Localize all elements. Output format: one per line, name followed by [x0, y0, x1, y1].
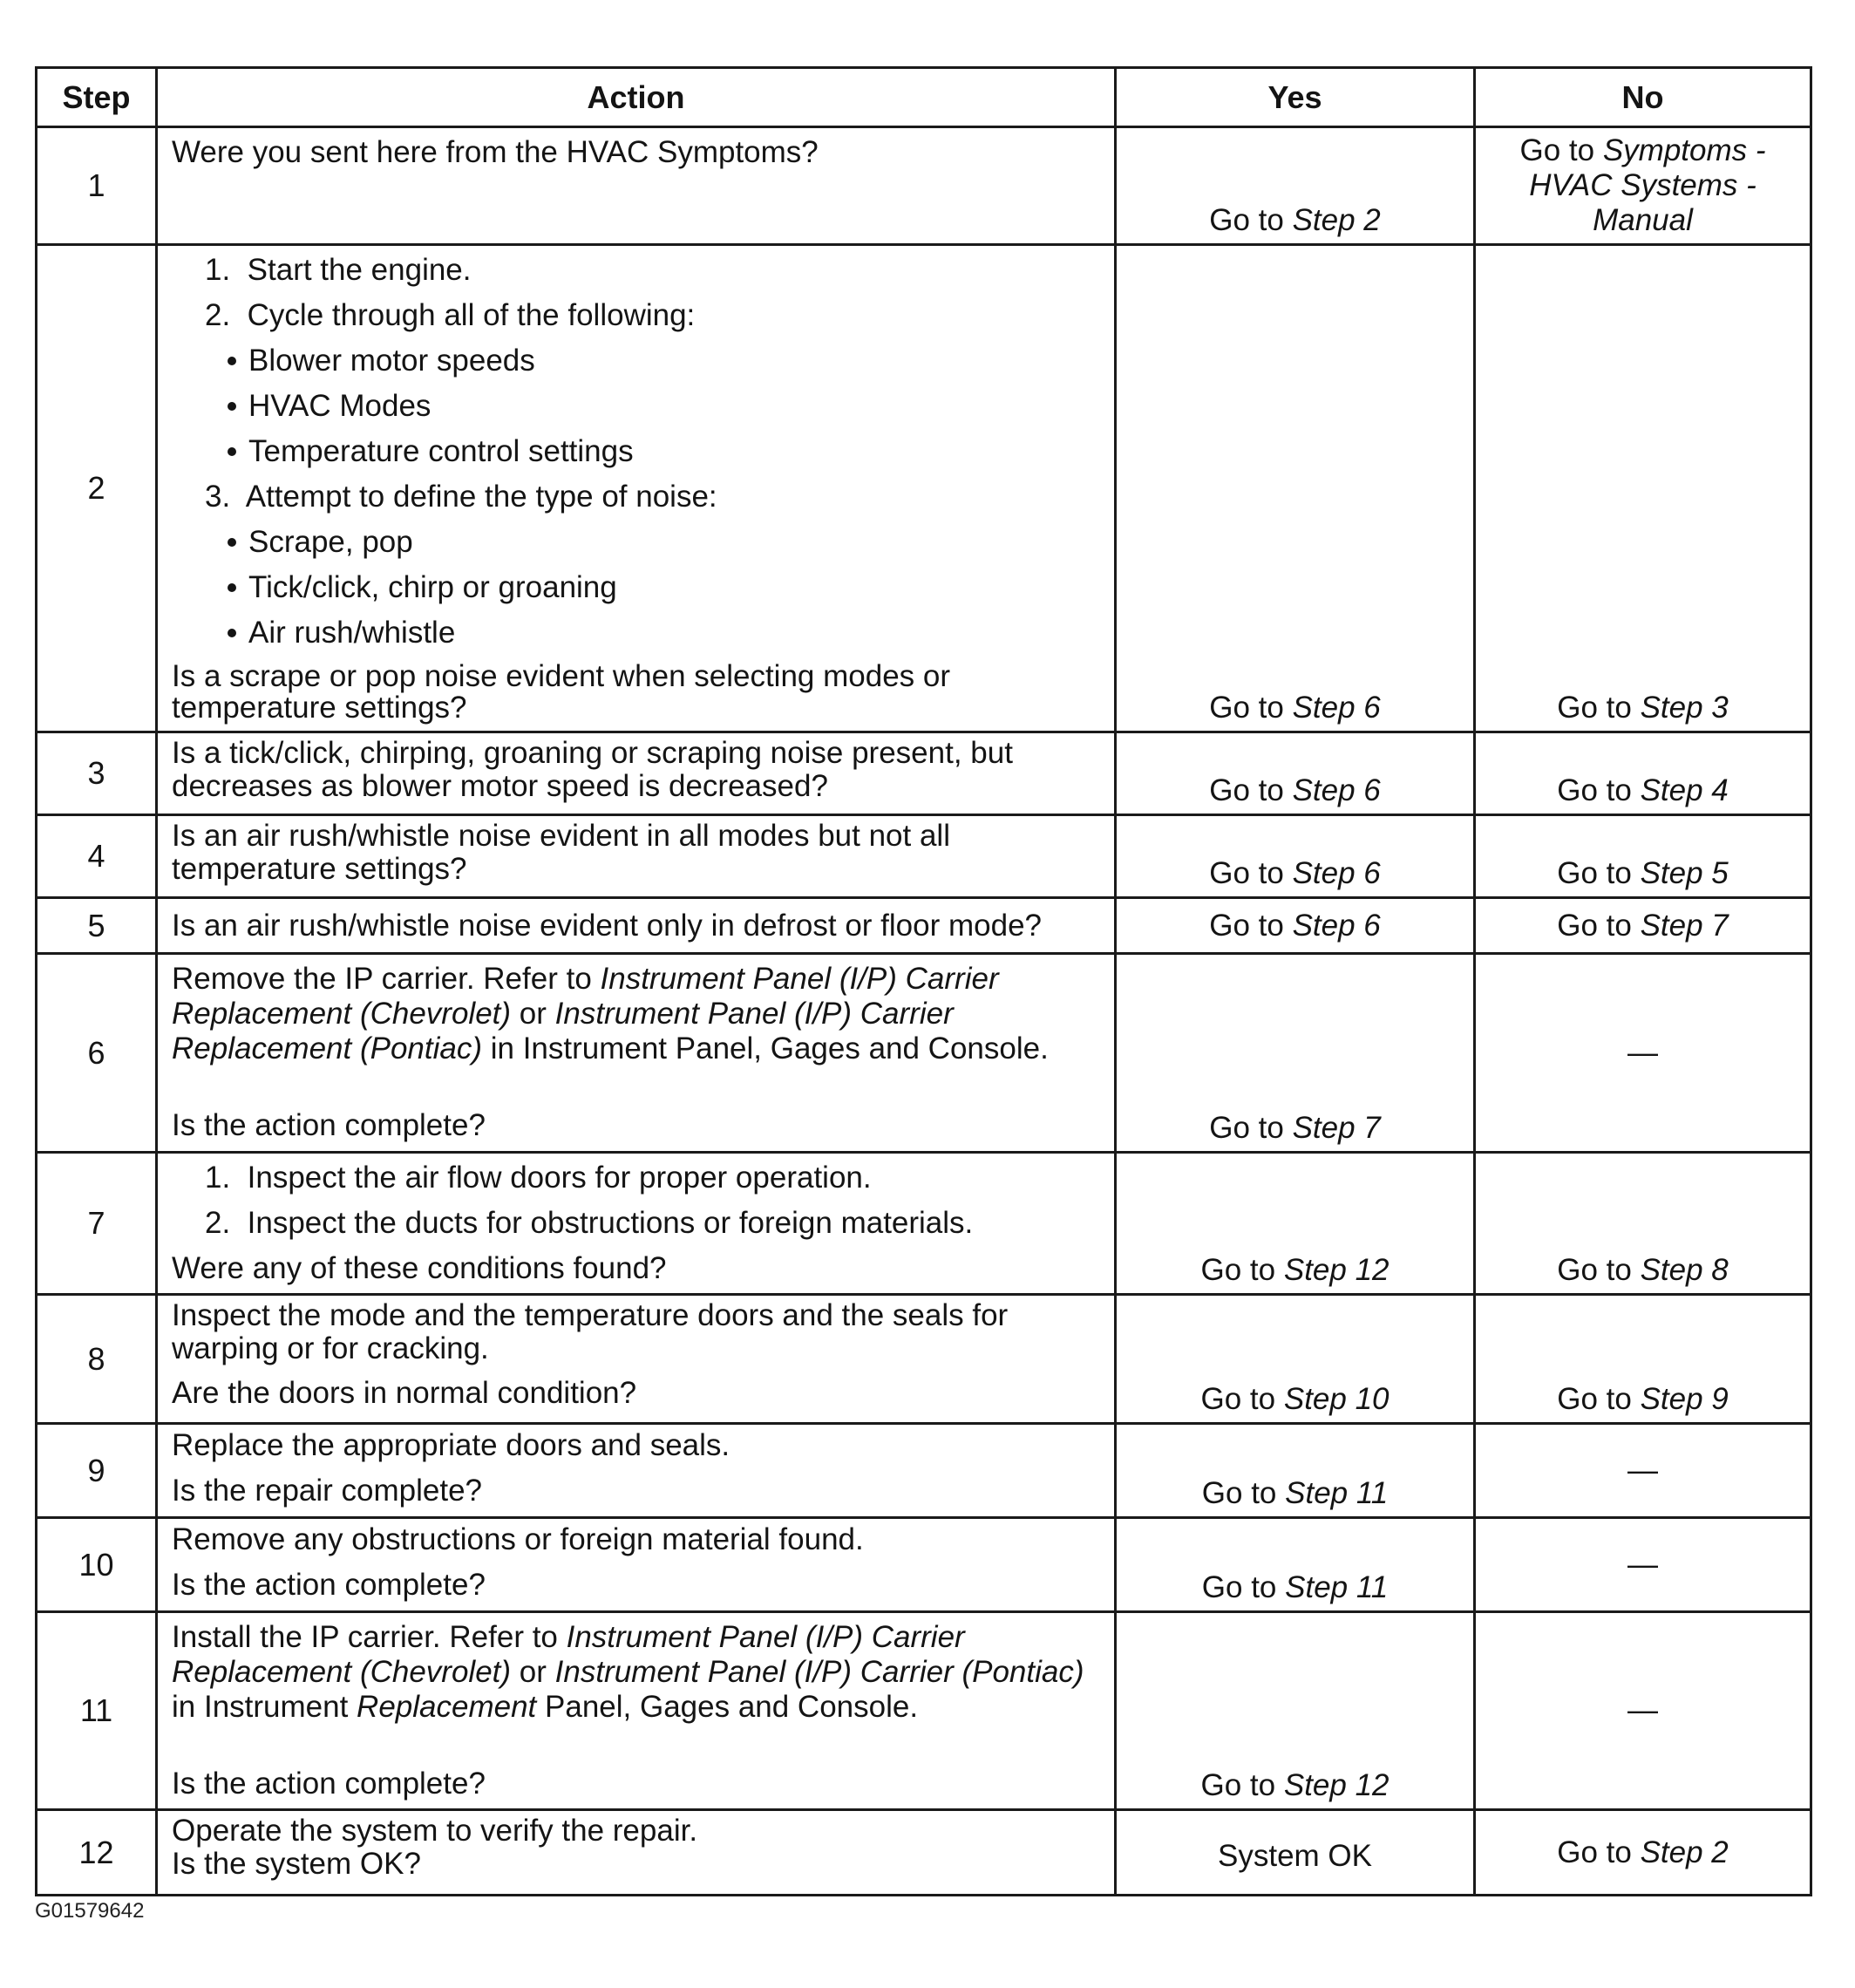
bullet-item: Air rush/whistle [172, 616, 1100, 650]
diagnostic-table [35, 66, 1812, 1896]
no-cell: Go to Step 7 [1475, 898, 1811, 954]
symptoms-link-line1: Symptoms - [1602, 133, 1766, 167]
yes-cell: Go to Step 7 [1116, 954, 1475, 1153]
step-number: 11 [37, 1612, 157, 1810]
not-applicable-dash: — [1627, 1453, 1658, 1488]
no-cell: Go to Step 2 [1475, 1810, 1811, 1896]
action-text: Remove any obstructions or foreign material found. [172, 1522, 864, 1556]
step-link: Step 7 [1292, 1111, 1381, 1145]
manual-reference: Instrument Panel (I/P) Carrier Replacement (Chevrolet) [172, 962, 999, 1031]
action-question: Is an air rush/whistle noise evident only in defrost or floor mode? [172, 908, 1043, 943]
step-number: 10 [37, 1518, 157, 1612]
action-question: Were any of these conditions found? [172, 1251, 667, 1285]
no-cell: Go to Step 8 [1475, 1153, 1811, 1295]
action-question: Is the action complete? [172, 1568, 486, 1602]
table-row [37, 245, 1811, 732]
bullet-item: Temperature control settings [172, 434, 1100, 469]
step-number: 4 [37, 815, 157, 898]
step-link: Step 2 [1292, 203, 1381, 237]
step-link: Step 9 [1640, 1382, 1729, 1416]
action-cell [157, 1518, 1116, 1612]
no-cell: Go to Step 9 [1475, 1295, 1811, 1424]
numbered-item: 3. Attempt to define the type of noise: [205, 480, 717, 514]
no-cell: Go to Step 5 [1475, 815, 1811, 898]
step-number: 9 [37, 1424, 157, 1518]
numbered-item: 2. Cycle through all of the following: [205, 298, 696, 332]
no-cell [1475, 954, 1811, 1153]
yes-cell: Go to Step 12 [1116, 1612, 1475, 1810]
not-applicable-dash: — [1627, 1035, 1658, 1070]
yes-cell: Go to Step 6 [1116, 898, 1475, 954]
step-link: Step 3 [1640, 691, 1729, 725]
yes-cell: Go to Step 11 [1116, 1518, 1475, 1612]
table-row [37, 1153, 1811, 1295]
step-number: 12 [37, 1810, 157, 1896]
header-step: Step [37, 68, 157, 127]
action-cell [157, 1295, 1116, 1424]
step-link: Step 12 [1283, 1253, 1390, 1287]
action-question: Is an air rush/whistle noise evident in all modes but not all temperature settings? [172, 819, 950, 886]
step-number: 8 [37, 1295, 157, 1424]
header-no: No [1475, 68, 1811, 127]
action-text: Inspect the mode and the temperature doors and the seals for warping or for cracking. [172, 1298, 1009, 1365]
step-link: Step 6 [1292, 856, 1381, 890]
step-link: Step 6 [1292, 691, 1381, 725]
step-link: Step 7 [1640, 908, 1729, 943]
header-action: Action [157, 68, 1116, 127]
step-number: 5 [37, 898, 157, 954]
manual-reference: Instrument Panel (I/P) Carrier Replacement (Chevrolet) [172, 1620, 965, 1689]
action-question: Is the system OK? [172, 1847, 421, 1881]
table-row [37, 954, 1811, 1153]
no-cell [1475, 1612, 1811, 1810]
numbered-item: 1. Start the engine. [205, 253, 472, 287]
go-to-label: Go to [1209, 203, 1284, 237]
step-number: 7 [37, 1153, 157, 1295]
manual-reference: Instrument Panel (I/P) Carrier Replacement (Pontiac) [172, 997, 954, 1065]
symptoms-link-line2: HVAC Systems - [1529, 168, 1756, 202]
step-link: Step 12 [1283, 1768, 1390, 1802]
bullet-item: HVAC Modes [172, 389, 1100, 424]
no-cell [1475, 1518, 1811, 1612]
not-applicable-dash: — [1627, 1547, 1658, 1582]
action-question: Is the action complete? [172, 1767, 486, 1801]
no-cell [1475, 127, 1811, 245]
step-link: Step 8 [1640, 1253, 1729, 1287]
yes-cell: Go to Step 12 [1116, 1153, 1475, 1295]
step-link: Step 2 [1640, 1835, 1729, 1869]
action-question: Are the doors in normal condition? [172, 1376, 637, 1410]
header-row [37, 68, 1811, 127]
table-row [37, 1810, 1811, 1896]
table-row [37, 1295, 1811, 1424]
table-row [37, 815, 1811, 898]
table-row [37, 1424, 1811, 1518]
yes-cell: Go to Step 6 [1116, 815, 1475, 898]
action-text: Replace the appropriate doors and seals. [172, 1428, 730, 1462]
action-cell [157, 954, 1116, 1153]
system-ok-text: System OK [1218, 1838, 1372, 1873]
yes-cell [1116, 127, 1475, 245]
bullet-item: Tick/click, chirp or groaning [172, 570, 1100, 605]
action-question: Were you sent here from the HVAC Symptoms? [172, 135, 819, 169]
table-row [37, 732, 1811, 815]
action-cell [157, 1612, 1116, 1810]
action-cell [157, 898, 1116, 954]
symptoms-link-line3: Manual [1593, 203, 1693, 237]
yes-cell [1116, 1810, 1475, 1896]
step-link: Step 4 [1640, 773, 1729, 807]
step-link: Step 10 [1283, 1382, 1390, 1416]
no-cell [1475, 1424, 1811, 1518]
action-cell [157, 1153, 1116, 1295]
action-cell [157, 815, 1116, 898]
yes-cell: Go to Step 10 [1116, 1295, 1475, 1424]
step-number: 2 [37, 245, 157, 732]
action-question: Is the action complete? [172, 1108, 486, 1142]
step-link: Step 6 [1292, 773, 1381, 807]
action-cell [157, 1424, 1116, 1518]
no-cell: Go to Step 3 [1475, 245, 1811, 732]
table-row [37, 1518, 1811, 1612]
step-link: Step 6 [1292, 908, 1381, 943]
figure-id: G01579642 [35, 1899, 145, 1923]
table-row [37, 1612, 1811, 1810]
numbered-item: 2. Inspect the ducts for obstructions or foreign materials. [205, 1206, 974, 1240]
not-applicable-dash: — [1627, 1693, 1658, 1727]
yes-cell: Go to Step 11 [1116, 1424, 1475, 1518]
yes-cell: Go to Step 6 [1116, 245, 1475, 732]
step-number: 6 [37, 954, 157, 1153]
action-cell [157, 732, 1116, 815]
step-link: Step 11 [1285, 1476, 1389, 1510]
action-cell [157, 1810, 1116, 1896]
action-text: Remove the IP carrier. Refer to Instrument Panel (I/P) Carrier Replacement (Chevrolet) or Instrument Panel (I/P) Carrier Replacement (Pontiac) in Instrument Panel, Gages and Console. [172, 962, 1049, 1065]
action-question: Is the repair complete? [172, 1474, 483, 1508]
step-number: 3 [37, 732, 157, 815]
bullet-item: Blower motor speeds [172, 344, 1100, 378]
step-number: 1 [37, 127, 157, 245]
step-link: Step 5 [1640, 856, 1729, 890]
action-question: Is a scrape or pop noise evident when selecting modes or temperature settings? [172, 659, 951, 725]
table-row [37, 127, 1811, 245]
manual-reference: Instrument Panel (I/P) Carrier (Pontiac) [554, 1655, 1084, 1689]
no-cell: Go to Step 4 [1475, 732, 1811, 815]
header-yes: Yes [1116, 68, 1475, 127]
action-text: Operate the system to verify the repair. [172, 1814, 698, 1848]
bullet-item: Scrape, pop [172, 525, 1100, 560]
action-cell [157, 127, 1116, 245]
numbered-item: 1. Inspect the air flow doors for proper operation. [205, 1161, 872, 1195]
yes-cell: Go to Step 6 [1116, 732, 1475, 815]
action-question: Is a tick/click, chirping, groaning or scraping noise present, but decreases as blower motor speed is decreased? [172, 736, 1013, 803]
action-text: Install the IP carrier. Refer to Instrument Panel (I/P) Carrier Replacement (Chevrolet) or Instrument Panel (I/P) Carrier (Pontiac) in Instrument Replacement Panel, Gages and Console. [172, 1620, 1084, 1724]
step-link: Step 11 [1285, 1570, 1389, 1604]
action-cell [157, 245, 1116, 732]
table-row [37, 898, 1811, 954]
go-to-label: Go to [1519, 133, 1595, 167]
